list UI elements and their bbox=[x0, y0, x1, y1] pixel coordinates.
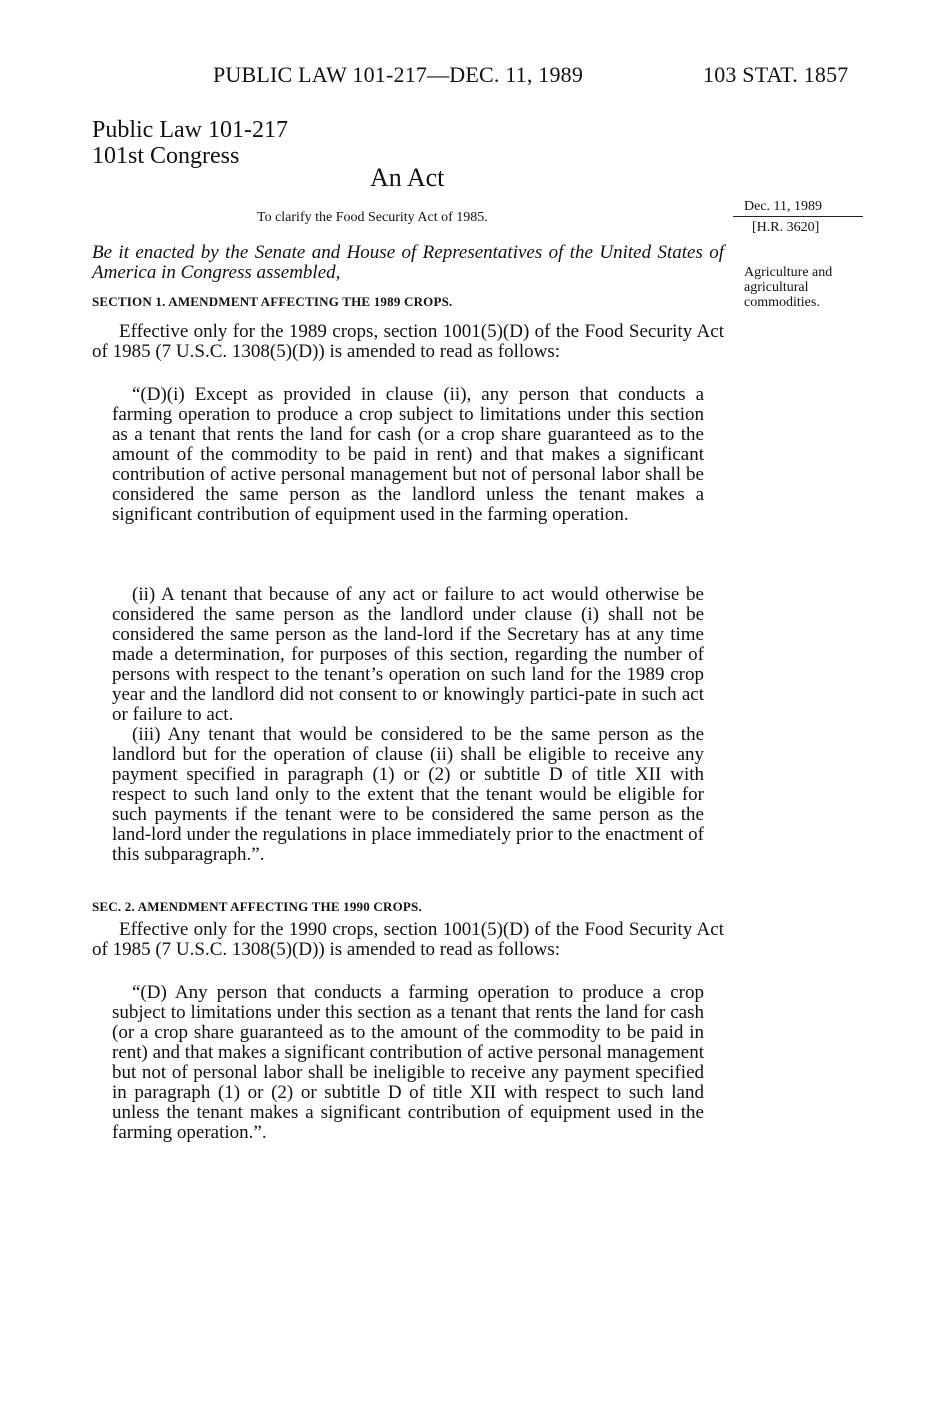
section-1-clause-i: “(D)(i) Except as provided in clause (ii), any person that conducts a farming operation to produce a crop subject to limitations under this section as a tenant that rents the land for cash (or a crop share guaranteed as to the amount of the commodity to be paid in rent) and that makes a significant contribution of active personal management but not of personal labor shall be considered the same person as the landlord unless the tenant makes a significant contribution of equipment used in the farming operation. bbox=[112, 384, 704, 525]
section-1-clause-iii: (iii) Any tenant that would be considered to be the same person as the landlord but for the operation of clause (ii) shall be eligible to receive any payment specified in paragraph (1) or (2) or subtitle D of title XII with respect to such land only to the extent that the tenant would be eligible for such payments if the tenant were to be considered the same person as the land-lord under the regulations in place immediately prior to the enactment of this subparagraph.”. bbox=[112, 724, 704, 865]
margin-subject: Agriculture and agricultural commodities. bbox=[744, 265, 833, 310]
public-law-number: Public Law 101-217 bbox=[92, 117, 288, 143]
running-header-left: PUBLIC LAW 101-217—DEC. 11, 1989 bbox=[213, 62, 584, 87]
margin-divider bbox=[733, 216, 863, 217]
section-1-heading: SECTION 1. AMENDMENT AFFECTING THE 1989 CROPS. bbox=[92, 294, 453, 309]
section-2-intro: Effective only for the 1990 crops, section 1001(5)(D) of the Food Security Act of 1985 (7 U.S.C. 1308(5)(D)) is amended to read as follows: bbox=[92, 919, 724, 960]
enacting-clause: Be it enacted by the Senate and House of Representatives of the United States of America in Congress assembled, bbox=[92, 242, 724, 283]
act-purpose: To clarify the Food Security Act of 1985. bbox=[257, 210, 488, 225]
section-2-heading: SEC. 2. AMENDMENT AFFECTING THE 1990 CROPS. bbox=[92, 899, 422, 914]
margin-date: Dec. 11, 1989 bbox=[744, 199, 823, 214]
section-2-clause-d: “(D) Any person that conducts a farming operation to produce a crop subject to limitations under this section as a tenant that rents the land for cash (or a crop share guaranteed as to the amount of the commodity to be paid in rent) and that makes a significant contribution of active personal management but not of personal labor shall be ineligible to receive any payment specified in paragraph (1) or (2) or subtitle D of title XII with respect to such land unless the tenant makes a significant contribution of equipment used in the farming operation.”. bbox=[112, 982, 704, 1143]
margin-bill-number: [H.R. 3620] bbox=[752, 220, 820, 235]
page-citation: 103 STAT. 1857 bbox=[703, 62, 849, 87]
section-1-clause-ii: (ii) A tenant that because of any act or failure to act would otherwise be considered the same person as the landlord under clause (i) shall not be considered the same person as the land-lord if the Secretary has at any time made a determination, for purposes of this section, regarding the number of persons with respect to the tenant’s operation on such land for the 1989 crop year and the landlord did not consent to or knowingly partici-pate in such act or failure to act. bbox=[112, 584, 704, 725]
act-title: An Act bbox=[370, 163, 445, 192]
congress-label: 101st Congress bbox=[92, 143, 240, 169]
section-1-intro: Effective only for the 1989 crops, section 1001(5)(D) of the Food Security Act of 1985 (7 U.S.C. 1308(5)(D)) is amended to read as follows: bbox=[92, 321, 724, 362]
